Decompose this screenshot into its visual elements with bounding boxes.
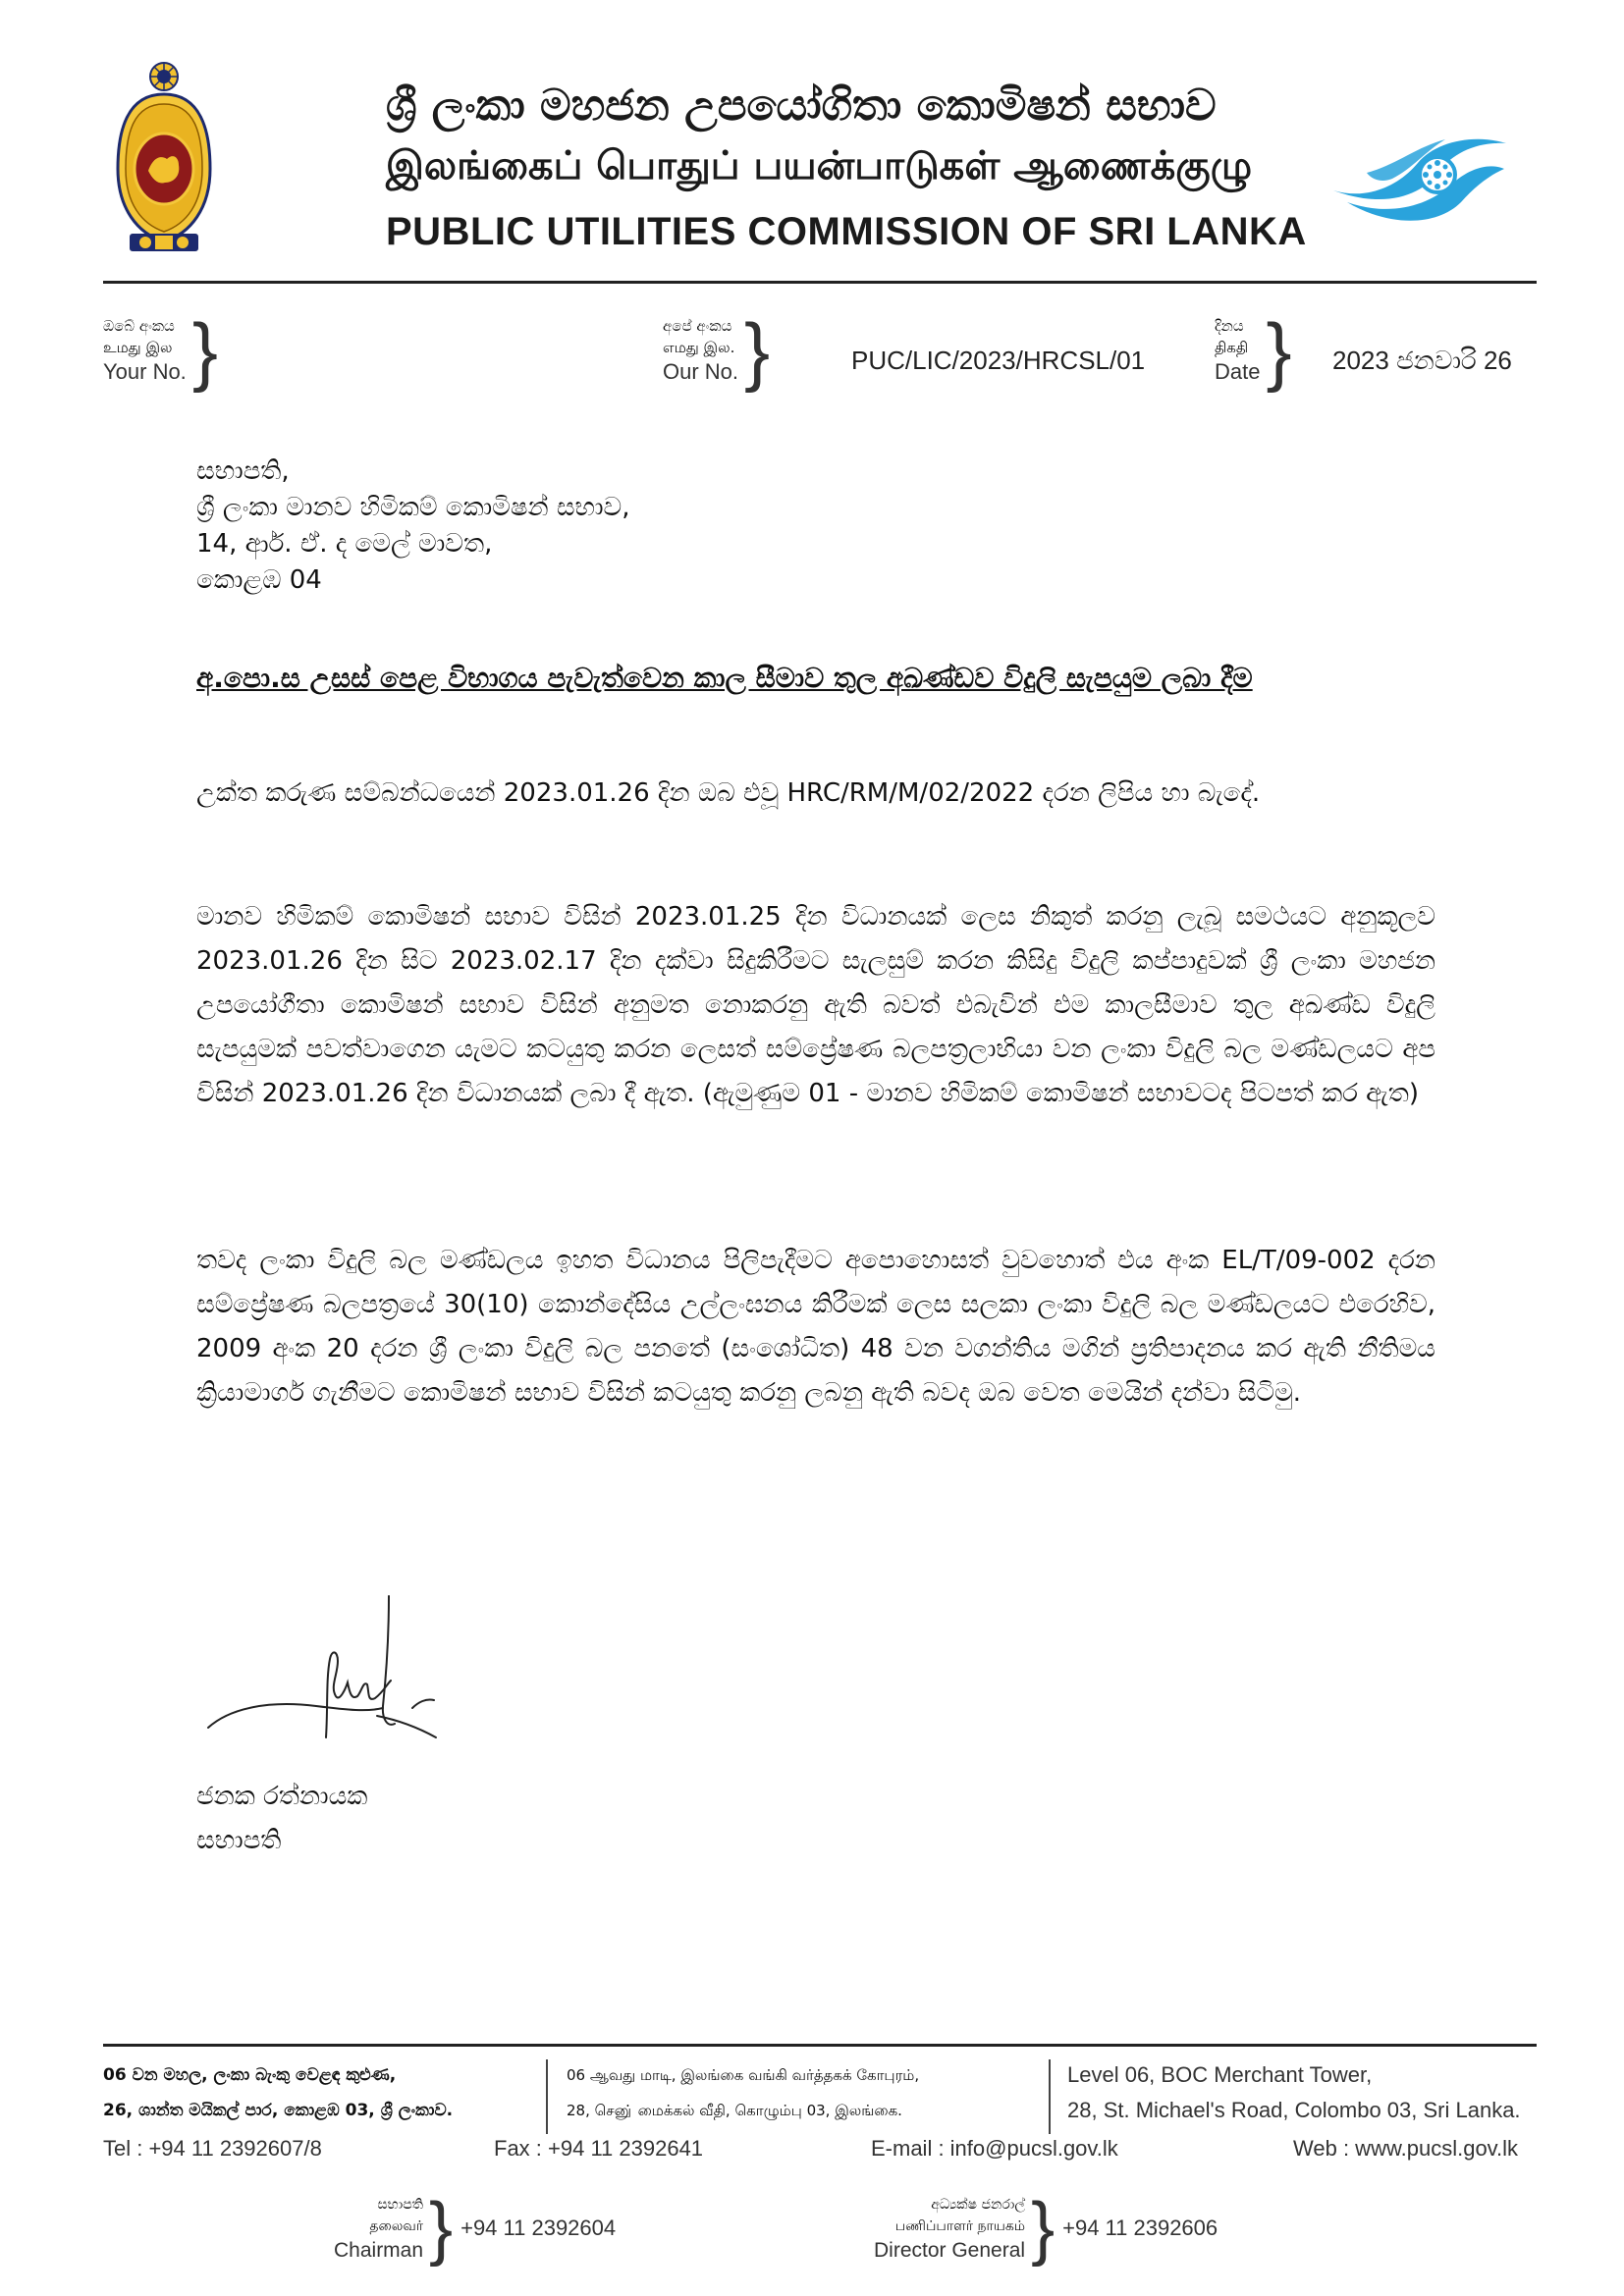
date-value: 2023 ජනවාරි 26 [1332, 346, 1512, 375]
date-ta: திகதி [1215, 339, 1249, 356]
footer-address-sinhala [103, 2057, 453, 2128]
director-general-contact [874, 2189, 1218, 2268]
our-no-si: අපේ අංකය [663, 317, 732, 335]
footer-web[interactable]: Web : www.pucsl.gov.lk [1293, 2136, 1519, 2161]
footer-separator [546, 2059, 548, 2134]
address-line: 06 ஆவது மாடி, இலங்கை வங்கி வர்த்தகக் கோபுரம், [567, 2066, 920, 2084]
org-name-sinhala: ශ්‍රී ලංකා මහජන උපයෝගිතා කොමිෂන් සභාව [386, 80, 1217, 131]
org-name-english: PUBLIC UTILITIES COMMISSION OF SRI LANKA [386, 210, 1307, 253]
footer-separator [1049, 2059, 1051, 2134]
recipient-line: කොළඹ 04 [196, 565, 322, 595]
chairman-contact [334, 2189, 617, 2268]
chairman-si: සභාපති [377, 2196, 424, 2213]
our-no-label [663, 307, 771, 394]
brace: } [191, 307, 218, 394]
footer-fax: Fax : +94 11 2392641 [494, 2136, 704, 2161]
brace: } [1266, 307, 1292, 394]
address-line: 28, செனு் மைக்கல் வீதி, கொழும்பு 03, இலங்கை. [567, 2102, 902, 2119]
signatory-title: සභාපති [196, 1826, 282, 1855]
brace: } [744, 307, 771, 394]
address-line: 06 වන මහල, ලංකා බැංකු වෙළඳ කුළුණ, [103, 2065, 397, 2085]
dg-ta: பணிப்பாளர் நாயகம் [894, 2217, 1026, 2234]
body-paragraph-3: තවද ලංකා විදුලි බල මණ්ඩලය ඉහත විධානය පිලිපැදීමට අපොහොසත් වුවහොත් එය අංක EL/T/09-002 දරන සම්ප්‍රේෂණ බලපත්‍රයේ 30(10) කොන්දේසිය උල්ලංඝනය කිරීමක් ලෙස සලකා ලංකා විදුලි බල මණ්ඩලයට එරෙහිව, 2009 අංක 20 දරන ශ්‍රී ලංකා විදුලි බල පනතේ (සංශෝධිත) 48 වන වගන්තිය මගින් ප්‍රතිපාදනය කර ඇති නීතිමය ක්‍රියාමාර්ග ගැනීමට කොමිෂන් සභාව විසින් කටයුතු කරනු ලබනු ඇති බවද ඔබ වෙත මෙයින් දන්වා සිටිමු. [196, 1246, 1435, 1408]
footer-tel: Tel : +94 11 2392607/8 [103, 2136, 322, 2161]
your-no-en: Your No. [103, 359, 187, 384]
recipient-line: සභාපති, [196, 456, 290, 486]
sri-lanka-emblem-icon [116, 61, 212, 253]
footer-address-english [1067, 2057, 1521, 2128]
footer-address-tamil [567, 2057, 919, 2128]
chairman-en: Chairman [334, 2238, 424, 2262]
your-no-si: ඔබේ අංකය [103, 317, 175, 335]
dg-si: අධ්‍යක්ෂ ජනරාල් [931, 2196, 1026, 2213]
date-label [1215, 307, 1292, 394]
signatory-name: ජනක රත්නායක [196, 1782, 368, 1811]
our-no-en: Our No. [663, 359, 739, 384]
address-line: 26, ශාන්ත මයිකල් පාර, කොළඹ 03, ශ්‍රී ලංකාව. [103, 2101, 454, 2120]
brace: } [429, 2189, 454, 2268]
our-no-value: PUC/LIC/2023/HRCSL/01 [851, 346, 1146, 375]
chairman-ta: தலைவர் [369, 2217, 424, 2234]
date-si: දිනය [1215, 317, 1244, 335]
organization-names [386, 80, 1307, 254]
brace: } [1031, 2189, 1056, 2268]
dg-phone: +94 11 2392606 [1062, 2216, 1218, 2240]
body-paragraph-2: මානව හිමිකම් කොමිෂන් සභාව විසින් 2023.01.25 දින විධානයක් ලෙස නිකුත් කරනු ලැබූ සමථයට අනුකූලව 2023.01.26 දින සිට 2023.02.17 දින දක්වා සිදුකිරීමට සැලසුම් කරන කිසිදු විදුලි කප්පාදුවක් ශ්‍රී ලංකා මහජන උපයෝගීතා කොමිෂන් සභාව විසින් අනුමත නොකරනු ඇති බවත් එබැවින් එම කාලසීමාව තුල අඛණ්ඩ විදුලි සැපයුමක් පවත්වාගෙන යැමට කටයුතු කරන ලෙසත් සම්ප්‍රේෂණ බලපත්‍රලාභියා වන ලංකා විදුලි බල මණ්ඩලයට අප විසින් 2023.01.26 දින විධානයක් ලබා දී ඇත. (ඇමුණුම 01 - මානව හිමිකම් කොමිෂන් සභාවටද පිටපත් කර ඇත) [196, 902, 1435, 1108]
header-divider [103, 281, 1537, 284]
your-no-ta: உமது இல [103, 339, 173, 356]
footer-divider [103, 2044, 1537, 2047]
recipient-address [196, 454, 630, 599]
your-no-label [103, 307, 218, 394]
org-name-tamil: இலங்கைப் பொதுப் பயன்பாடுகள் ஆணைக்குழு [386, 143, 1253, 188]
letter-subject: අ.පො.ස උසස් පෙළ විභාගය පැවැත්වෙන කාල සීමාව තුල අඛණ්ඩව විදුලි සැපයුම ලබා දීම [196, 662, 1253, 694]
body-paragraph-1: උක්ත කරුණ සම්බන්ධයෙන් 2023.01.26 දින ඔබ එවූ HRC/RM/M/02/2022 දරන ලිපිය හා බැදේ. [196, 778, 1261, 808]
recipient-line: 14, ආර්. ඒ. ද මෙල් මාවත, [196, 529, 493, 559]
date-en: Date [1215, 359, 1261, 384]
signatory-block [196, 1775, 367, 1863]
chairman-phone: +94 11 2392604 [460, 2216, 617, 2240]
our-no-ta: எமது இல. [663, 339, 735, 356]
recipient-line: ශ්‍රී ලංකා මානව හිමිකම් කොමිෂන් සභාව, [196, 493, 630, 522]
address-line: 28, St. Michael's Road, Colombo 03, Sri Lanka. [1067, 2098, 1521, 2122]
address-line: Level 06, BOC Merchant Tower, [1067, 2062, 1373, 2087]
pucsl-logo-icon [1327, 126, 1510, 228]
handwritten-signature [200, 1590, 495, 1757]
dg-en: Director General [874, 2238, 1026, 2262]
footer-email[interactable]: E-mail : info@pucsl.gov.lk [871, 2136, 1118, 2161]
